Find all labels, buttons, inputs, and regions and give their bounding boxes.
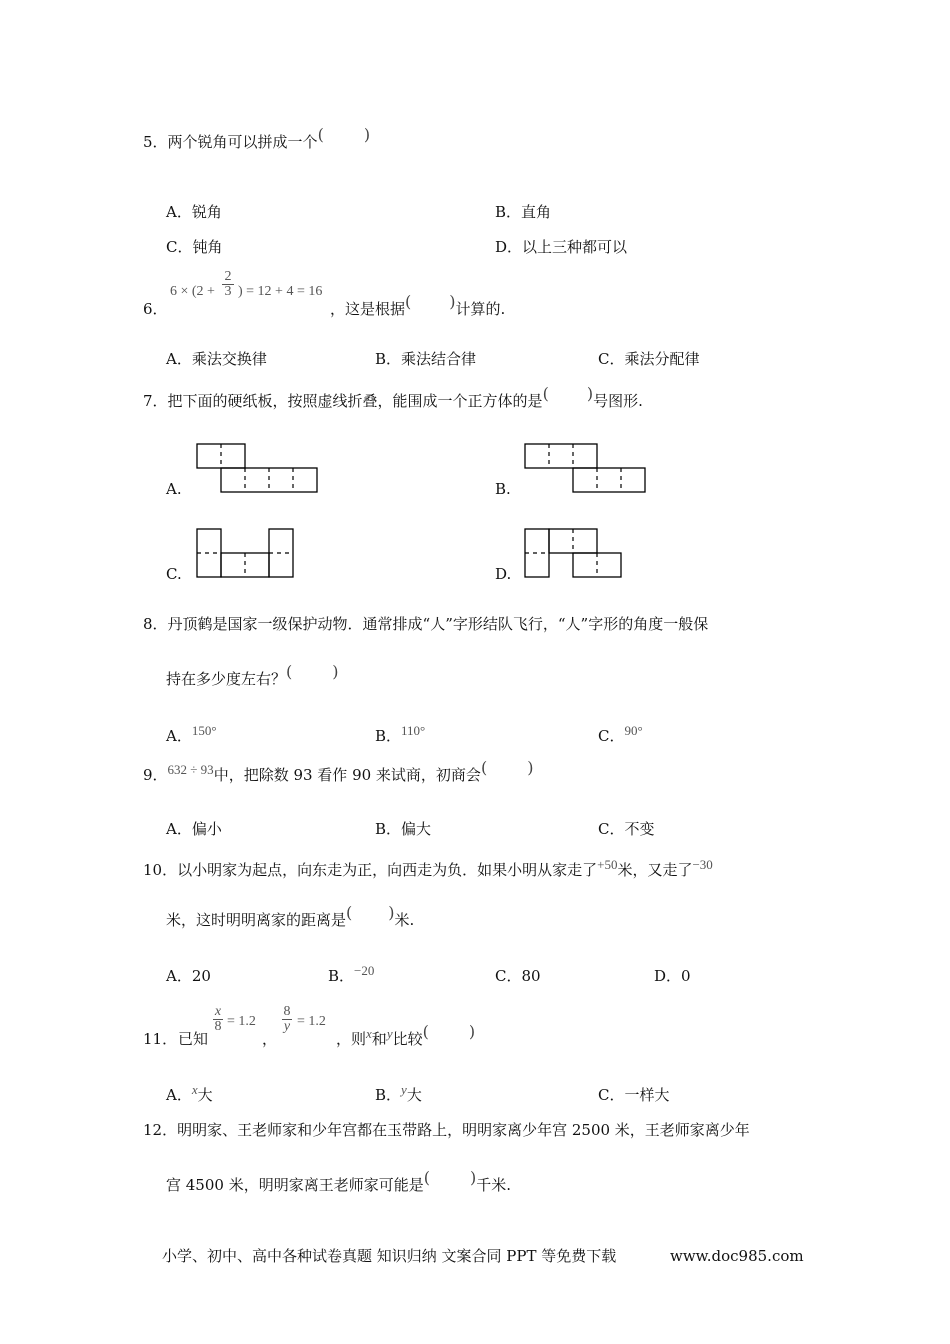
q11-f1-num: x <box>214 1004 222 1019</box>
q11-f1-tail: = 1.2 <box>227 1014 256 1029</box>
q10-option-b-value: −20 <box>354 963 375 978</box>
q6-formula-left: 6 × (2 + <box>170 284 215 299</box>
q12-line-1 <box>143 1120 750 1140</box>
q7-label-c[interactable]: C. <box>166 565 182 583</box>
q8-text-line2: 持在多少度左右？ <box>166 670 287 688</box>
q8-text-line1: 丹顶鹤是国家一级保护动物．通常排成“人”字形结队飞行，“人”字形的角度一般保 <box>167 615 709 633</box>
q5-option-a[interactable]: A．锐角 <box>166 203 222 221</box>
q11-text-c: 和 <box>371 1030 387 1048</box>
q8-option-c-letter: C． <box>598 727 625 745</box>
q8-option-b-letter: B． <box>375 727 402 745</box>
q6-stem <box>330 292 506 319</box>
q5-text: 两个锐角可以拼成一个 <box>167 133 318 151</box>
q11-option-c-tail: 一样大 <box>624 1086 670 1104</box>
q11-f2-tail: = 1.2 <box>297 1014 326 1029</box>
q10-value-2: −30 <box>692 857 713 872</box>
q7-text-a: 把下面的硬纸板，按照虚线折叠，能围成一个正方体的是 <box>167 392 543 410</box>
q12-text-a: 宫 4500 米，明明家离王老师家可能是 <box>166 1176 424 1194</box>
q11-fraction-2 <box>282 1005 292 1034</box>
q11-f2-num: 8 <box>283 1004 291 1019</box>
q8-option-a[interactable] <box>166 723 217 747</box>
q11-answer-blank[interactable]: ( ) <box>422 1022 476 1041</box>
q8-line-2 <box>166 662 339 689</box>
q12-text-line1: 明明家、王老师家和少年宫都在玉带路上，明明家离少年宫 2500 米，王老师家离少年 <box>177 1121 750 1139</box>
q6-formula-right: ) = 12 + 4 = 16 <box>238 284 323 299</box>
q5-stem <box>143 125 371 152</box>
q6-answer-blank[interactable]: ( ) <box>405 292 456 311</box>
q11-fraction-1 <box>213 1005 223 1034</box>
q9-text: 中，把除数 93 看作 90 来试商，初商会 <box>213 766 481 784</box>
q10-line-2 <box>166 903 415 930</box>
q11-option-a[interactable] <box>166 1082 213 1106</box>
q7-label-a[interactable]: A. <box>166 480 182 498</box>
q11-number: 11． <box>143 1030 178 1048</box>
q9-option-b[interactable]: B．偏大 <box>375 820 432 838</box>
q7-label-b[interactable]: B. <box>495 480 511 498</box>
q9-answer-blank[interactable]: ( ) <box>480 758 534 777</box>
q10-text-d: 米. <box>394 911 415 929</box>
q10-option-c-letter: C． <box>495 967 522 985</box>
q10-text-b: 米，又走了 <box>617 861 693 879</box>
q11-option-c[interactable] <box>598 1085 670 1105</box>
q6-frac-den: 3 <box>224 284 232 299</box>
q7-net-d[interactable] <box>524 528 622 578</box>
q7-net-b[interactable] <box>524 443 646 493</box>
q6-fraction <box>222 270 234 299</box>
q10-option-b-letter: B． <box>328 967 355 985</box>
q8-option-c[interactable] <box>598 723 643 747</box>
q10-number: 10． <box>143 861 178 879</box>
q10-answer-blank[interactable]: ( ) <box>346 903 395 922</box>
q7-stem <box>143 384 643 411</box>
q8-option-a-value: 150° <box>191 723 217 738</box>
q5-number: 5． <box>143 133 168 151</box>
q11-option-b[interactable] <box>375 1082 422 1106</box>
q7-number: 7． <box>143 392 168 410</box>
q7-label-d[interactable]: D. <box>495 565 512 583</box>
q9-number: 9． <box>143 766 168 784</box>
q10-text-c: 米，这时明明离家的距离是 <box>166 911 347 929</box>
q6-text-a: ，这是根据 <box>330 300 406 318</box>
q10-value-1: +50 <box>597 857 618 872</box>
q6-number: 6． <box>143 300 168 318</box>
q6-option-c[interactable]: C．乘法分配律 <box>598 350 700 368</box>
q8-option-c-value: 90° <box>624 723 643 738</box>
q11-text-b: ，则 <box>336 1030 367 1048</box>
q6-option-a[interactable]: A．乘法交换律 <box>166 350 267 368</box>
q9-expression: 632 ÷ 93 <box>167 762 214 777</box>
q7-net-b-bottom-row <box>573 468 645 492</box>
q7-answer-blank[interactable]: ( ) <box>542 384 594 403</box>
q6-option-b[interactable]: B．乘法结合律 <box>375 350 477 368</box>
q8-option-a-letter: A． <box>166 727 192 745</box>
q11-option-b-var: y <box>401 1082 407 1097</box>
q11-option-c-letter: C． <box>598 1086 625 1104</box>
q9-option-a[interactable]: A．偏小 <box>166 820 222 838</box>
q11-var-y: y <box>386 1026 393 1041</box>
q9-option-c[interactable]: C．不变 <box>598 820 655 838</box>
q8-option-b[interactable] <box>375 723 426 747</box>
q11-stem-tail <box>336 1022 476 1050</box>
q6-text-b: 计算的. <box>455 300 506 318</box>
q5-answer-blank[interactable]: ( ) <box>317 125 371 144</box>
q8-option-b-value: 110° <box>401 723 426 738</box>
q12-answer-blank[interactable]: ( ) <box>423 1168 477 1187</box>
q12-line-2 <box>166 1168 511 1195</box>
footer-url[interactable]: www.doc985.com <box>670 1247 804 1265</box>
q11-f2-den: y <box>283 1019 291 1034</box>
q8-number: 8． <box>143 615 168 633</box>
q9-stem <box>143 758 534 786</box>
q7-net-c[interactable] <box>196 528 294 578</box>
q7-text-b: 号图形. <box>593 392 643 410</box>
q10-option-a[interactable] <box>166 966 211 986</box>
q11-option-b-letter: B． <box>375 1086 402 1104</box>
q10-line-1 <box>143 857 713 881</box>
q12-text-b: 千米. <box>476 1176 511 1194</box>
q11-text-d: 比较 <box>392 1030 423 1048</box>
q11-option-a-letter: A． <box>166 1086 192 1104</box>
q7-net-a[interactable] <box>196 443 318 493</box>
q10-option-a-letter: A． <box>166 967 192 985</box>
q10-option-d-value: 0 <box>681 967 691 985</box>
q11-var-x: x <box>366 1026 372 1041</box>
q5-option-d[interactable]: D．以上三种都可以 <box>495 238 628 256</box>
q10-option-d-letter: D． <box>654 967 682 985</box>
q11-option-b-tail: 大 <box>406 1086 422 1104</box>
footer-left: 小学、初中、高中各种试卷真题 知识归纳 文案合同 PPT 等免费下载 <box>162 1247 617 1265</box>
q11-option-a-tail: 大 <box>197 1086 213 1104</box>
q8-line-1 <box>143 614 708 634</box>
q8-answer-blank[interactable]: ( ) <box>286 662 339 681</box>
q10-option-c[interactable] <box>495 966 541 986</box>
q10-text-a: 以小明家为起点，向东走为正，向西走为负．如果小明从家走了 <box>177 861 598 879</box>
q11-text-a: 已知 <box>178 1030 209 1048</box>
q10-option-a-value: 20 <box>191 967 211 985</box>
q11-option-a-var: x <box>191 1082 198 1097</box>
q11-f1-den: 8 <box>214 1019 222 1034</box>
q12-number: 12． <box>143 1121 178 1139</box>
q10-option-c-value: 80 <box>521 967 541 985</box>
q5-option-c[interactable]: C．钝角 <box>166 238 223 256</box>
q11-separator: ， <box>262 1030 278 1048</box>
q5-option-b[interactable]: B．直角 <box>495 203 552 221</box>
q10-option-b[interactable] <box>328 963 375 987</box>
q10-option-d[interactable] <box>654 966 691 986</box>
q6-frac-num: 2 <box>224 269 232 284</box>
q7-net-b-top-row <box>525 444 597 468</box>
